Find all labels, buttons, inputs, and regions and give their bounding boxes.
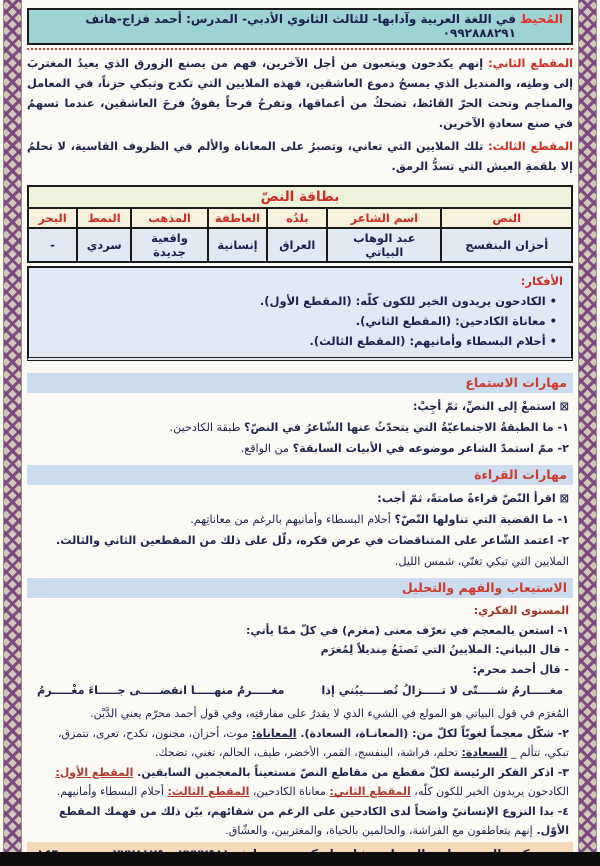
passage-two-label: المقطع الثاني:	[488, 57, 573, 70]
reading-lines	[27, 485, 573, 573]
section-bar-comprehension: الاستيعاب والفهم والتحليل	[27, 578, 573, 598]
book-title: في اللغة العربية وآدابها- للثالث الثانوي الأدبي- المدرس: أحمد فزاج-هاتف ٠٩٩٢٨٨٨٢٩١	[85, 12, 516, 40]
section-bar-listening: مهارات الاستماع	[27, 373, 573, 393]
poetry-verse	[27, 680, 573, 701]
ideas-box	[27, 266, 573, 361]
listening-lines	[27, 393, 573, 460]
section-bar-reading: مهارات القراءة	[27, 465, 573, 485]
table-header-row	[28, 208, 572, 228]
text-line: ٤- بدا النزوع الإنسانيّ واضحاً لدى الكادحين على الرغم من شقائهم، بيّن ذلك من فهمك المقطع الأوّل. إنهم يتعاطفون مع الفراشة، والحالمين بالحياة، والمغتربين، والعشّاق.	[58, 804, 569, 837]
text-line: ⊠ اقرأ النّصّ قراءةً صامتةً، ثمّ أجب:	[377, 492, 569, 505]
text-line: المُغرَم في قول البياتي هو المولع في الشيء الذي لا يقدرُ على مفارقتِه، وفي قول أحمد محرّم يعني الدَّيْن.	[90, 707, 569, 720]
book-header-banner	[27, 8, 573, 45]
verse-left-hemistich: مغـــــرمٌ منهـــــا انقضـــــى جـــــاءَ مغْـــــرمُ	[37, 684, 285, 697]
passage-three-label: المقطع الثالث:	[488, 140, 573, 153]
comprehension-lines-after	[27, 701, 573, 842]
passage-three-text: تلك الملايين التي تعاني، وتصبرُ على المعاناة والألم في الظروف القاسية، لا تحلمُ إلا بلقمةِ العيش التي تسدُّ الرمق.	[27, 140, 573, 173]
text-line: ٢- اعتمد الشّاعر على المتناقضات في عرض فكره، دلّل على ذلك من المقطعين الثاني والثالث. الملايين التي تبكي تغنّي، شمس الليل.	[56, 534, 569, 568]
text-line: ١- استعن بالمعجم في تعرّف معنى (مغرم) في كلّ ممّا يأتي:	[246, 623, 569, 637]
text-line: المستوى الفكري:	[473, 604, 569, 617]
ornament-border-left	[3, 0, 22, 852]
col-header-style: النمط	[77, 208, 131, 228]
ornament-border-right	[578, 0, 597, 852]
comprehension-lines-before	[27, 598, 573, 680]
col-header-country: بلدُه	[267, 208, 327, 228]
text-line: - قال البياتي: الملايينُ التي تَصنَعُ مِنديلاً لِمُغرَم	[320, 643, 569, 656]
text-line: ١- ما القضية التي تناولها النّصّ؟ أحلام البسطاء وأمانيهم بالرغم من معاناتِهم.	[190, 513, 569, 526]
cell-text: أحزان البنفسج	[441, 228, 572, 262]
passage-three	[27, 137, 573, 177]
text-line: - قال أحمد محرم:	[472, 662, 569, 676]
table-row	[28, 228, 572, 262]
text-line: ٢- شكّل معجماً لغويّاً لكلّ من: (المعانـاة، السعادة). المعاناة: موت، أحزان، مجنون، تكدح، تعرى، تتمزق، تبكي، تتألم _ السعادة: تحلم، فراشة، البنفسج، القمر، الأخضر، طيف، الحالم، تغني، تضحك.	[57, 726, 569, 759]
table-title-row	[28, 186, 572, 208]
cell-poet: عبد الوهاب البياتي	[327, 228, 441, 262]
passage-two-text: إنهم يكدحون ويتعبون من أجل الآخرين، فهم من يصنع الزورق الذي يعيدُ المغتربَ إلى وطنِه، والمنديل الذي يمسحُ دموع العاشقين، فهذه الملايين التي تكدح وتبكي حزناً، في المعامل والمناجم وتحت الحرّ القائظ، تضحكُ من أعماقها، وتفرحُ فرحاً يفوقُ فرحَ العاشقين، عندما تسهمُ في صنع سعادةِ الآخرين.	[27, 57, 573, 130]
bottom-black-bar	[0, 852, 600, 866]
red-dotted-divider	[27, 48, 573, 50]
idea-item-2: • معاناة الكادحين: (المقطع الثاني).	[355, 314, 557, 328]
col-header-school: المذهب	[131, 208, 207, 228]
passage-two	[27, 54, 573, 134]
col-header-emotion: العاطفة	[208, 208, 268, 228]
cell-school: واقعية جديدة	[131, 228, 207, 262]
col-header-meter: البحر	[28, 208, 77, 228]
ideas-label: الأفكار:	[520, 274, 563, 288]
text-line: ٣- اذكر الفكر الرئيسة لكلّ مقطع من مقاطع النصّ مستعيناً بالمعجمين السابقين. المقطع الأول: الكادحون يريدون الخير للكون كلّه، المقطع الثاني: معاناة الكادحين، المقطع الثالث: أحلام البسطاء وأمانيهم.	[55, 765, 569, 798]
text-line: ⊠ استمعْ إلى النصِّ، ثمّ أجِبْ:	[412, 400, 569, 413]
cell-meter: -	[28, 228, 77, 262]
text-line: ٢- ممّ استمدّ الشاعر موضوعه في الأبيات السابقة؟ من الواقع.	[240, 442, 569, 455]
table-title: بطاقة النصّ	[28, 186, 572, 208]
text-card-table	[27, 185, 573, 263]
idea-item-1: • الكادحون يريدون الخير للكون كلّه: (المقطع الأول).	[259, 294, 557, 308]
col-header-text: النص	[441, 208, 572, 228]
cell-country: العراق	[267, 228, 327, 262]
book-brand: المُحيط	[519, 12, 563, 26]
text-line: ١- ما الطبقةُ الاجتماعيّةُ التي يتحدّثُ عنها الشّاعرُ في النصّ؟ طبقة الكادحين.	[169, 421, 569, 434]
cell-emotion: إنسانية	[208, 228, 268, 262]
page-content	[27, 0, 573, 852]
col-header-poet: اسم الشاعر	[327, 208, 441, 228]
verse-right-hemistich: مغـــــارمُ شـــــتّى لا تـــــزالُ تُصـــــيبُني إذا	[321, 684, 563, 697]
idea-item-3: • أحلام البسطاء وأمانيهم: (المقطع الثالث).	[309, 334, 557, 348]
cell-style: سردي	[77, 228, 131, 262]
